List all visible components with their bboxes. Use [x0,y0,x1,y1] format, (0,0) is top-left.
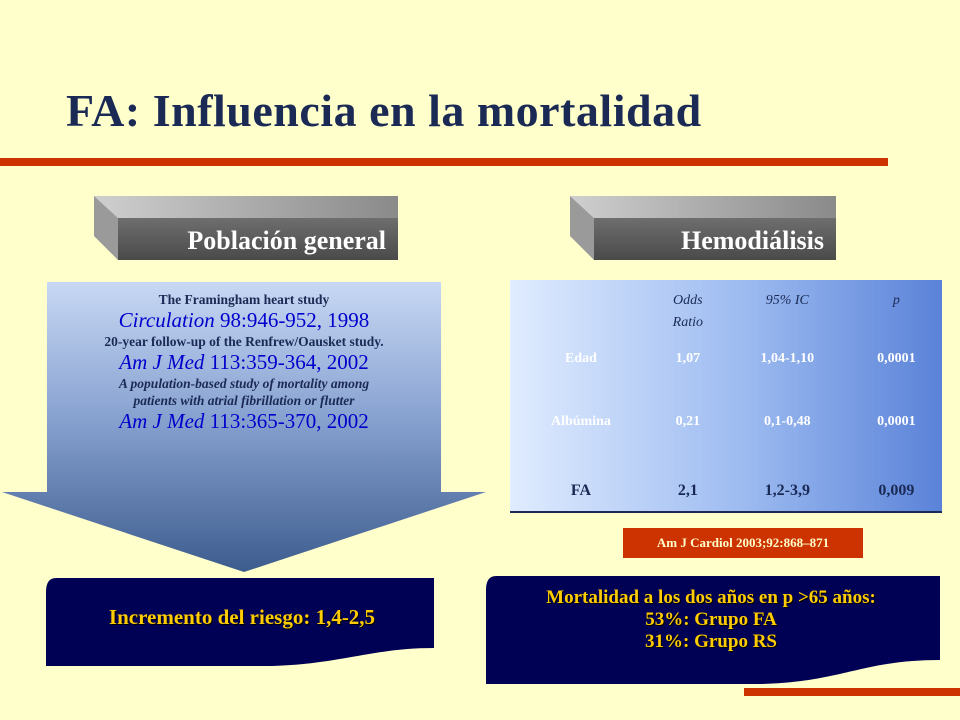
mortality-callout [486,587,936,653]
ci-value: 0,1-0,48 [763,414,811,429]
odds-ratio-value: 2,1 [677,481,698,499]
header-label: Población general [187,226,386,255]
odds-ratio-value: 0,21 [675,414,701,429]
header-ci: 95% IC [765,293,809,308]
mortality-group-rs: 31%: Grupo RS [645,631,777,652]
ref-population-study-line2: patients with atrial fibrillation or flutter [133,393,355,408]
ref-renfrew: 20-year follow-up of the Renfrew/Oausket study. [104,334,384,349]
row-label: Albúmina [550,414,611,429]
p-value: 0,009 [878,481,915,499]
header-label: Hemodiálisis [680,226,824,255]
table-row [510,374,942,470]
hemodialisis-header [570,196,836,260]
hemodialysis-odds-table [510,280,942,512]
corner-accent-line [744,688,960,696]
header-odds-ratio: Odds Ratio [672,293,703,330]
row-label: FA [570,481,592,499]
odds-ratio-value: 1,07 [675,351,701,366]
ref-population-study-line1: A population-based study of mortality among [118,376,370,391]
citation-badge: Am J Cardiol 2003;92:868–871 [623,528,863,558]
ci-value: 1,2-3,9 [764,481,810,499]
table-row [510,344,942,374]
ci-value: 1,04-1,10 [760,351,815,366]
mortality-group-fa: 53%: Grupo FA [645,609,777,630]
p-value: 0,0001 [877,414,916,429]
table-header-row [510,280,942,344]
ref-am-j-med-1: Am J Med 113:359-364, 2002 [119,350,369,374]
header-empty [510,280,652,344]
row-label: Edad [564,351,597,366]
p-value: 0,0001 [877,351,916,366]
ref-circulation: Circulation 98:946-952, 1998 [118,308,370,332]
reference-list [47,291,441,434]
risk-increase-callout: Incremento del riesgo: 1,4-2,5 [108,605,376,629]
table-row [510,470,942,512]
mortality-line: Mortalidad a los dos años en p >65 años: [546,587,876,608]
header-p: p [892,293,900,308]
ref-am-j-med-2: Am J Med 113:365-370, 2002 [119,409,369,433]
ref-framingham: The Framingham heart study [158,292,330,307]
poblacion-general-header [94,196,398,260]
title-underline [0,158,888,166]
slide-title: FA: Influencia en la mortalidad [66,85,702,136]
